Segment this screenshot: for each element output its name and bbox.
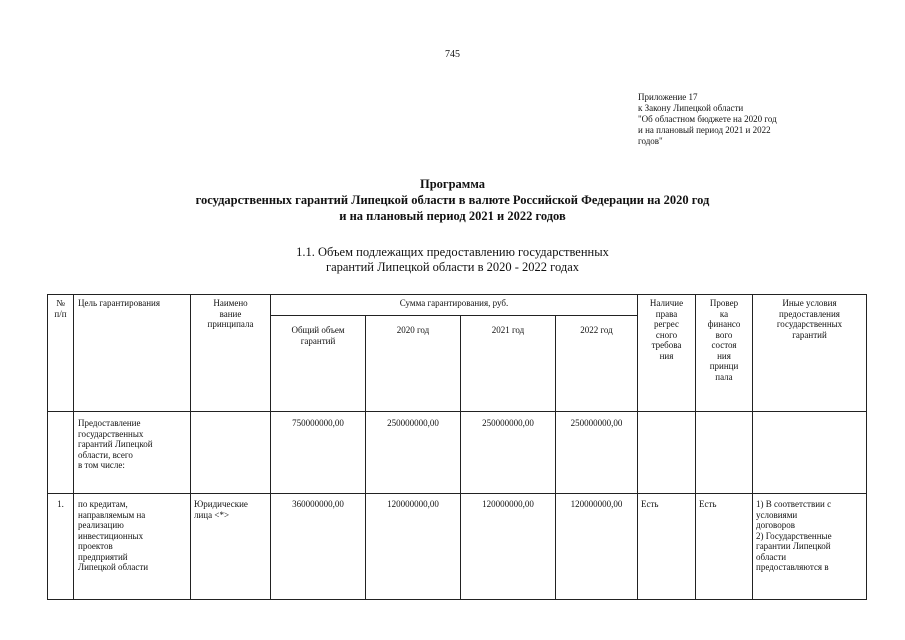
header-regress: Наличие права регрес сного требова ния [649, 298, 684, 361]
row-total-2022: 250000000,00 [570, 418, 623, 428]
row-total-purpose: Предоставление государственных гарантий Липецкой области, всего в том числе: [78, 418, 153, 470]
header-num: № п/п [54, 298, 67, 319]
table-rule [270, 315, 637, 316]
table-rule [73, 294, 74, 600]
appendix-note [638, 92, 777, 147]
appendix-line: к Закону Липецкой области [638, 103, 744, 113]
row-1-principal: Юридические лица <*> [194, 499, 248, 520]
table-border-top [47, 294, 867, 295]
header-2020: 2020 год [396, 325, 430, 335]
appendix-line: "Об областном бюджете на 2020 год [638, 114, 777, 124]
row-1-2021: 120000000,00 [482, 499, 534, 509]
table-border-bottom [47, 599, 867, 600]
row-1-other: 1) В соответствии с условиями договоров 2) Государственные гарантии Липецкой области предоставляются в [756, 499, 832, 572]
header-2021: 2021 год [491, 325, 525, 335]
header-check: Провер ка финансо вого состоя ния принци пала [707, 298, 741, 382]
appendix-line: годов" [638, 136, 663, 146]
row-total-2021: 250000000,00 [482, 418, 534, 428]
title-line: и на плановый период 2021 и 2022 годов [339, 209, 566, 223]
row-1-amount: 360000000,00 [292, 499, 344, 509]
page-number: 745 [445, 49, 460, 60]
header-principal: Наимено вание принципала [207, 298, 254, 329]
title-line: Программа [420, 177, 485, 191]
table-rule [47, 493, 867, 494]
row-1-2022: 120000000,00 [570, 499, 623, 509]
row-1-num: 1. [57, 499, 64, 509]
table-rule [47, 411, 867, 412]
heading-line: гарантий Липецкой области в 2020 - 2022 годах [325, 260, 580, 274]
header-sum-group: Сумма гарантирования, руб. [399, 298, 509, 308]
heading-line: 1.1. Объем подлежащих предоставлению государственных [296, 245, 609, 259]
header-purpose: Цель гарантирования [78, 298, 160, 308]
table-border-right [866, 294, 867, 600]
table-rule [190, 294, 191, 600]
section-heading [0, 245, 905, 275]
table-border-left [47, 294, 48, 600]
table-rule [460, 315, 461, 600]
row-total-2020: 250000000,00 [387, 418, 439, 428]
header-other: Иные условия предоставления государственных гарантий [776, 298, 843, 340]
appendix-line: и на плановый период 2021 и 2022 [638, 125, 771, 135]
table-rule [365, 315, 366, 600]
table-rule [555, 315, 556, 600]
row-1-2020: 120000000,00 [387, 499, 439, 509]
appendix-line: Приложение 17 [638, 92, 698, 102]
row-total-amount: 750000000,00 [292, 418, 344, 428]
title-line: государственных гарантий Липецкой области в валюте Российской Федерации на 2020 год [195, 193, 710, 207]
header-2022: 2022 год [580, 325, 613, 335]
row-1-purpose: по кредитам, направляемым на реализацию инвестиционных проектов предприятий Липецкой области [78, 499, 149, 572]
header-total: Общий объем гарантий [291, 325, 345, 346]
row-1-check: Есть [699, 499, 717, 509]
row-1-regress: Есть [641, 499, 659, 509]
document-title [0, 176, 905, 224]
